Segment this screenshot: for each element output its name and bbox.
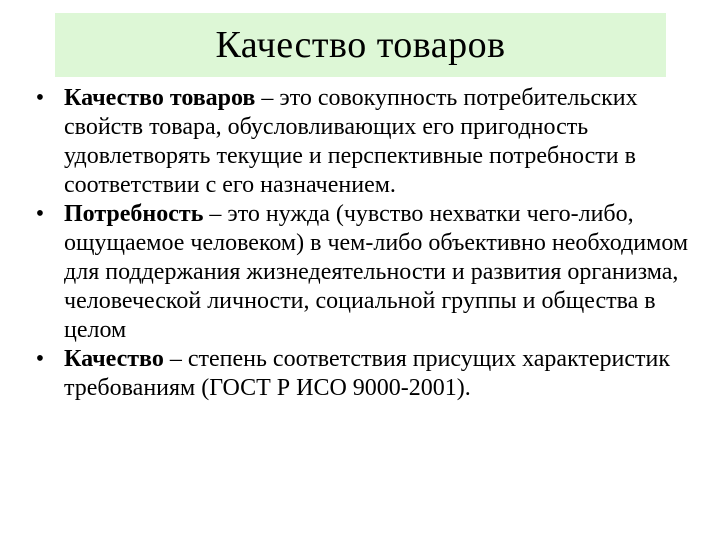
definition-quality: – степень соответствия присущих характеристик требованиям (ГОСТ Р ИСО 9000-2001). (64, 346, 671, 401)
term-need: Потребность (64, 201, 204, 227)
slide-title: Качество товаров (215, 24, 506, 66)
definition-quality-of-goods: – это совокупность потребительских свойств товара, обусловливающих его пригодность удовлетворять текущие и перспективные потребности в соответствии с его назначением. (64, 85, 638, 198)
bullet-dot-icon: • (35, 85, 45, 111)
term-quality-of-goods: Качество товаров (64, 85, 256, 111)
term-quality: Качество (64, 346, 164, 372)
definition-need: – это нужда (чувство нехватки чего-либо, ощущаемое человеком) в чем-либо объективно необходимом для поддержания жизнедеятельности и развития организма, человеческой личности, социальной группы и общества в целом (64, 201, 689, 343)
bullet-item-quality (33, 345, 703, 403)
bullet-list (33, 84, 703, 403)
bullet-dot-icon: • (35, 201, 45, 227)
bullet-item-quality-of-goods (33, 84, 703, 200)
bullet-item-need (33, 200, 703, 345)
bullet-dot-icon: • (35, 346, 45, 372)
slide-title-box (55, 13, 666, 77)
